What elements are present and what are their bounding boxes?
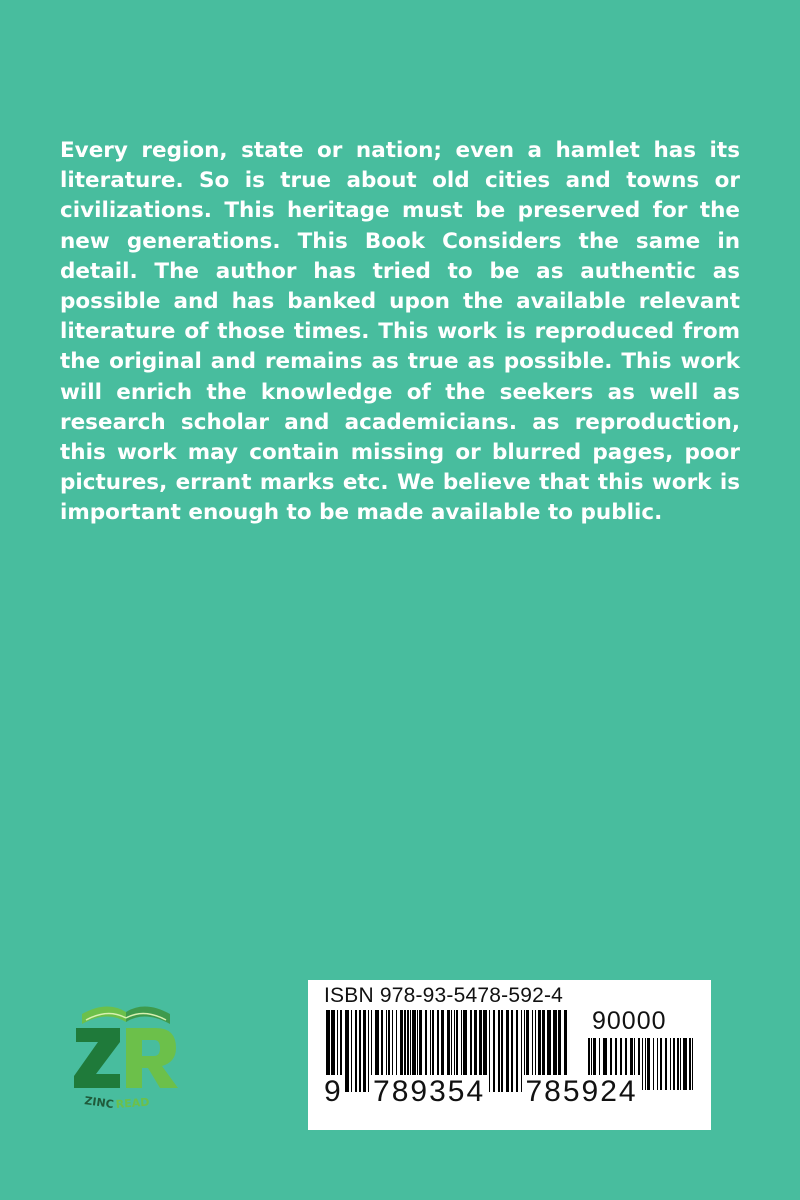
barcode-bar [653,1038,654,1090]
ean-digits [322,1075,640,1109]
barcode-bar [677,1038,679,1090]
barcode-bar [689,1038,691,1090]
isbn-barcode [308,980,711,1130]
barcode-bar [645,1038,646,1090]
barcode-bar [642,1038,643,1090]
barcode-bar [647,1038,650,1090]
price-code: 90000 [592,1007,667,1035]
back-cover-blurb: Every region, state or nation; even a hamlet has its literature. So is true about old cities and towns or civilizations. This heritage must be preserved for the new generations. This Book Considers the same in detail. The author has tried to be as authentic as possible and has banked upon the available relevant literature of those times. This work is reproduced from the original and remains as true as possible. This work will enrich the knowledge of the seekers as well as research scholar and academicians. as reproduction, this work may contain missing or blurred pages, poor pictures, errant marks etc. We believe that this work is important enough to be made available to public. [60,138,740,526]
logo-read-text: READ [115,1095,150,1111]
ean-left-digits: 789354 [373,1075,486,1108]
publisher-logo [62,992,192,1112]
barcode-bar [683,1038,687,1090]
open-book-icon [82,1006,170,1024]
barcode-bar [665,1038,667,1090]
barcode-bar [692,1038,693,1090]
barcode-bar [657,1038,658,1090]
ean-first-digit: 9 [324,1075,343,1108]
ean-right-digits: 785924 [525,1075,638,1108]
barcode-bar [670,1038,671,1090]
isbn-label: ISBN 978-93-5478-592-4 [324,984,564,1007]
barcode-bar [660,1038,662,1090]
logo-zinc-text: ZINC [83,1094,115,1112]
barcode-bar [680,1038,681,1090]
barcode-bar [673,1038,675,1090]
